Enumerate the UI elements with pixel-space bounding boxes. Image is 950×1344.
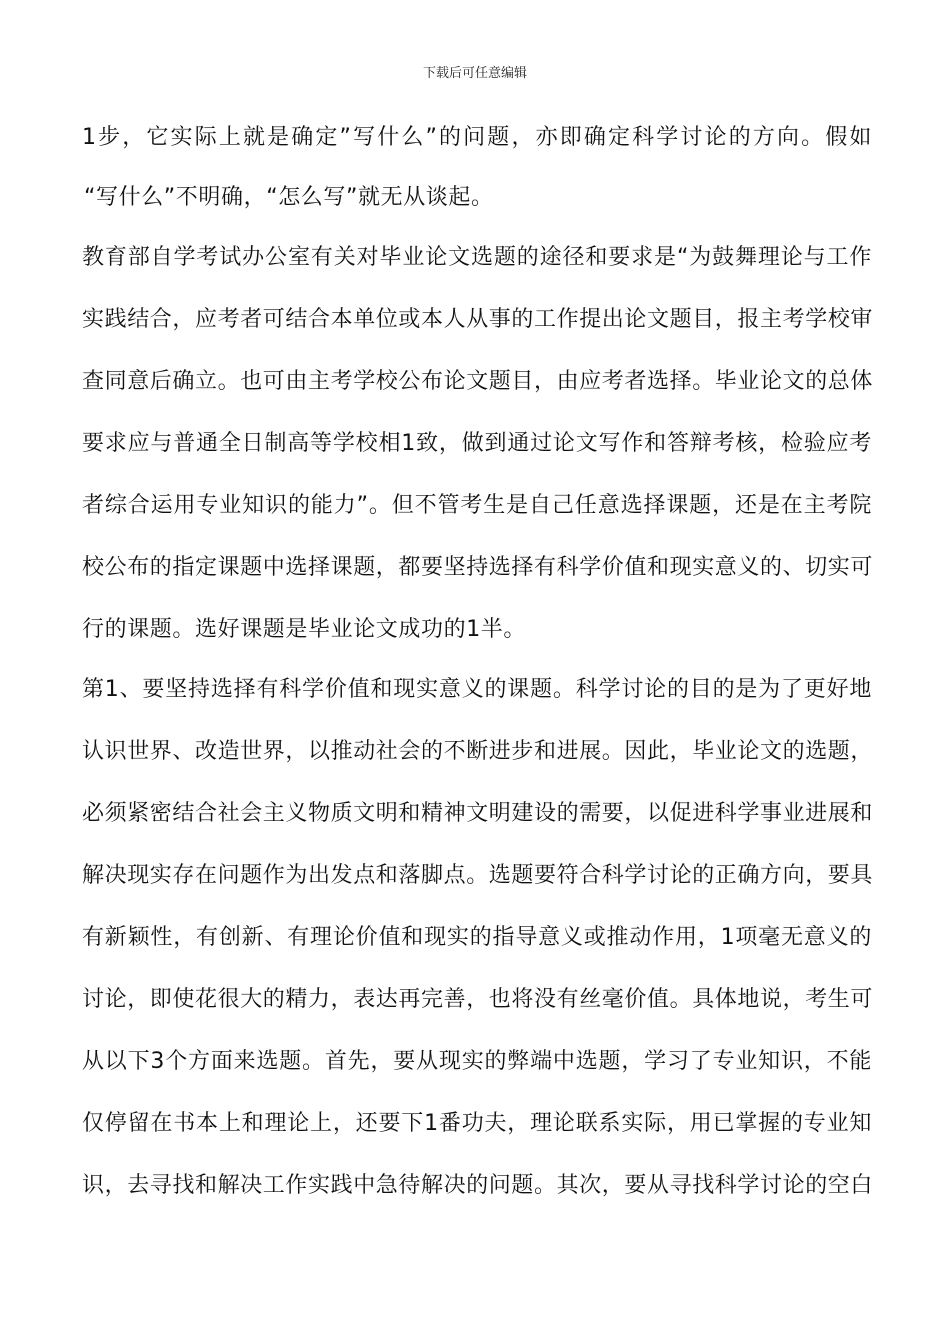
body-line: “写什么”不明确，“怎么写”就无从谈起。 xyxy=(84,185,494,210)
body-line: 者综合运用专业知识的能力”。但不管考生是自己任意选择课题，还是在主考院 xyxy=(82,493,872,518)
body-line: 校公布的指定课题中选择课题，都要坚持选择有科学价值和现实意义的、切实可 xyxy=(82,555,874,580)
body-line: 识，去寻找和解决工作实践中急待解决的问题。其次，要从寻找科学讨论的空白 xyxy=(82,1173,874,1198)
body-line: 解决现实存在问题作为出发点和落脚点。选题要符合科学讨论的正确方向，要具 xyxy=(82,863,874,888)
body-line: 1步，它实际上就是确定”写什么”的问题，亦即确定科学讨论的方向。假如 xyxy=(82,125,872,150)
body-line: 实践结合，应考者可结合本单位或本人从事的工作提出论文题目，报主考学校审 xyxy=(82,307,874,332)
body-line: 必须紧密结合社会主义物质文明和精神文明建设的需要，以促进科学事业进展和 xyxy=(82,801,874,826)
page-header: 下载后可任意编辑 xyxy=(422,66,527,81)
body-line: 认识世界、改造世界，以推动社会的不断进步和进展。因此，毕业论文的选题， xyxy=(82,739,874,764)
body-line: 要求应与普通全日制高等学校相1致，做到通过论文写作和答辩考核，检验应考 xyxy=(82,431,872,456)
body-line: 从以下3个方面来选题。首先，要从现实的弊端中选题，学习了专业知识，不能 xyxy=(82,1049,872,1074)
body-line: 行的课题。选好课题是毕业论文成功的1半。 xyxy=(82,617,526,642)
body-line: 查同意后确立。也可由主考学校公布论文题目，由应考者选择。毕业论文的总体 xyxy=(82,369,874,394)
body-line: 有新颖性，有创新、有理论价值和现实的指导意义或推动作用，1项毫无意义的 xyxy=(82,925,872,950)
body-line: 讨论，即使花很大的精力，表达再完善，也将没有丝毫价值。具体地说，考生可 xyxy=(82,987,874,1012)
body-line: 仅停留在书本上和理论上，还要下1番功夫，理论联系实际，用已掌握的专业知 xyxy=(82,1111,872,1136)
body-line: 教育部自学考试办公室有关对毕业论文选题的途径和要求是“为鼓舞理论与工作 xyxy=(82,245,872,270)
body-line: 第1、要坚持选择有科学价值和现实意义的课题。科学讨论的目的是为了更好地 xyxy=(82,677,872,702)
